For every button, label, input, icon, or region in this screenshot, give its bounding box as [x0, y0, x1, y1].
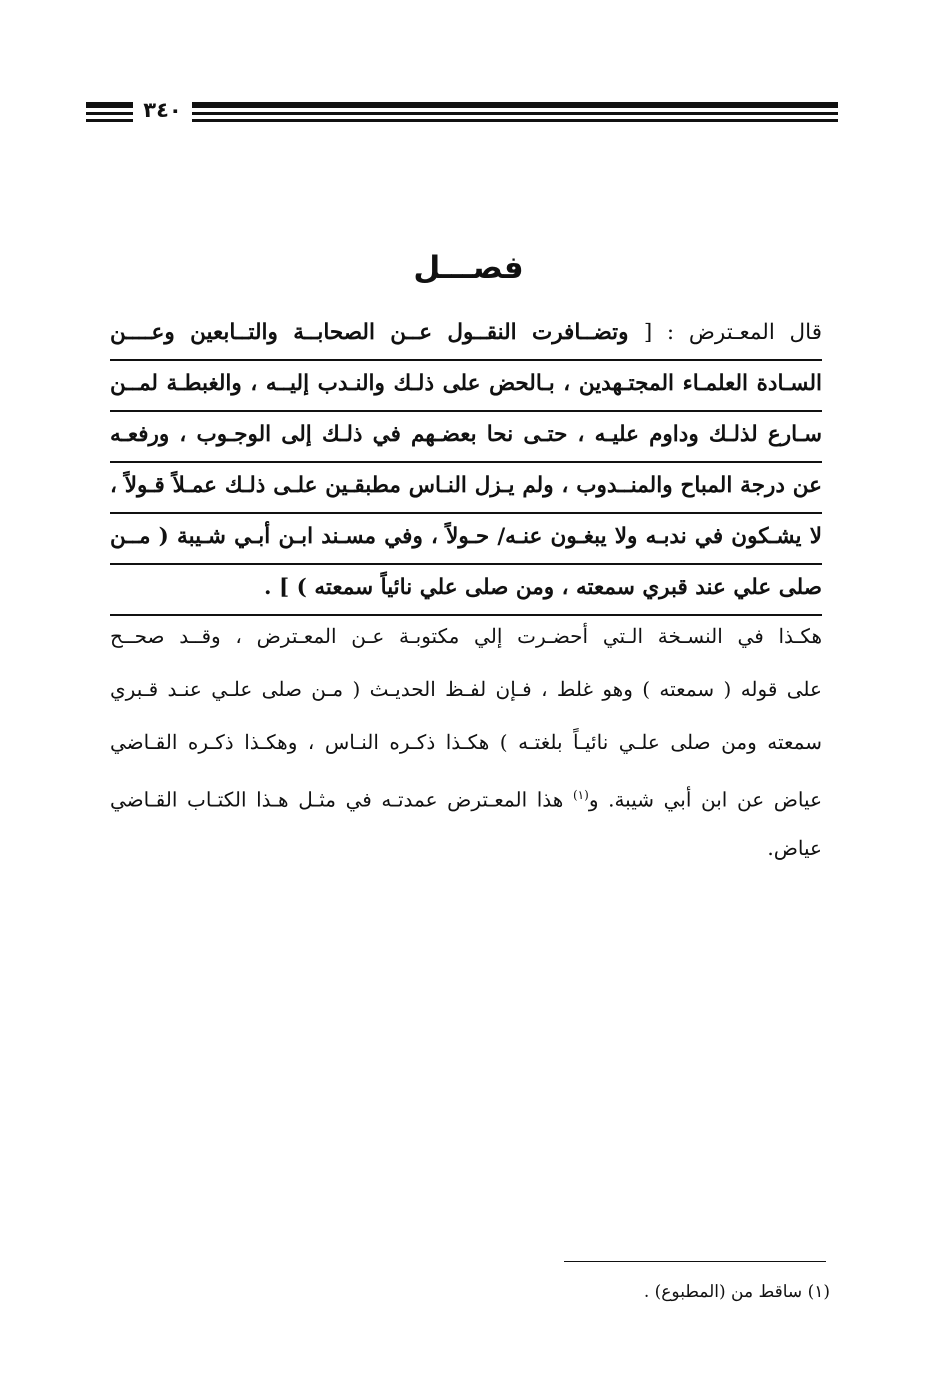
- section-title: فصـــل: [413, 250, 524, 286]
- quote-line: [110, 310, 822, 361]
- body-line: عياض.: [767, 836, 822, 860]
- quote-line: السـادة العلمـاء المجتـهدين ، بـالحض على ذلـك والنـدب إليــه ، والغبطـة لمــن: [110, 361, 822, 412]
- quote-line: لا يشـكون في ندبـه ولا يبغـون عنـه/ حـولاً ، وفي مسـند ابـن أبـي شـيبة ( مــن: [110, 514, 822, 565]
- quote-lead-in: قال المعـترض : [: [643, 320, 822, 345]
- body-line-start: عياض عن ابن أبي شيبة. و: [588, 787, 822, 812]
- footnote-separator: [564, 1261, 826, 1262]
- quote-line: سـارع لذلـك وداوم عليـه ، حتـى نحا بعضـهم في ذلـك إلى الوجـوب ، ورفعـه: [110, 412, 822, 463]
- body-line: [110, 771, 822, 824]
- body-paragraph: [110, 612, 822, 877]
- quote-line: عن درجة المباح والمنــدوب ، ولم يـزل النـاس مطبقـين علـى ذلـك عمـلاً قـولاً ،: [110, 463, 822, 514]
- footnote-reference[interactable]: (١): [572, 788, 589, 802]
- quoted-passage: [110, 310, 822, 616]
- page-number: ٣٤٠: [143, 98, 182, 122]
- body-line: هكـذا في النسـخة الـتي أحضـرت إلي مكتوبـة عـن المعـترض ، وقــد صحــح: [110, 624, 822, 648]
- header-rule-right: [192, 102, 838, 124]
- footnote: (١) ساقط من (المطبوع) .: [643, 1282, 830, 1302]
- quote-line-text: وتضــافرت النقــول عــن الصحابــة والتــابعين وعــــن: [110, 320, 629, 345]
- header-rule-left: [86, 102, 133, 124]
- body-line: على قوله ( سمعته ) وهو غلط ، فـإن لفـظ الحديـث ( مـن صلى علـي عنـد قـبري: [110, 677, 822, 701]
- body-line: سمعته ومن صلى علـي نائيـاً بلغتـه ) هكـذا ذكـره النـاس ، وهكـذا ذكـره القـاضي: [110, 730, 822, 754]
- page-header: [86, 100, 838, 126]
- body-line-end: هذا المعـترض عمدتـه في مثـل هـذا الكتـاب القـاضي: [110, 787, 573, 812]
- quote-line: صلى علي عند قبري سمعته ، ومن صلى علي نائياً سمعته ) ] .: [110, 565, 822, 616]
